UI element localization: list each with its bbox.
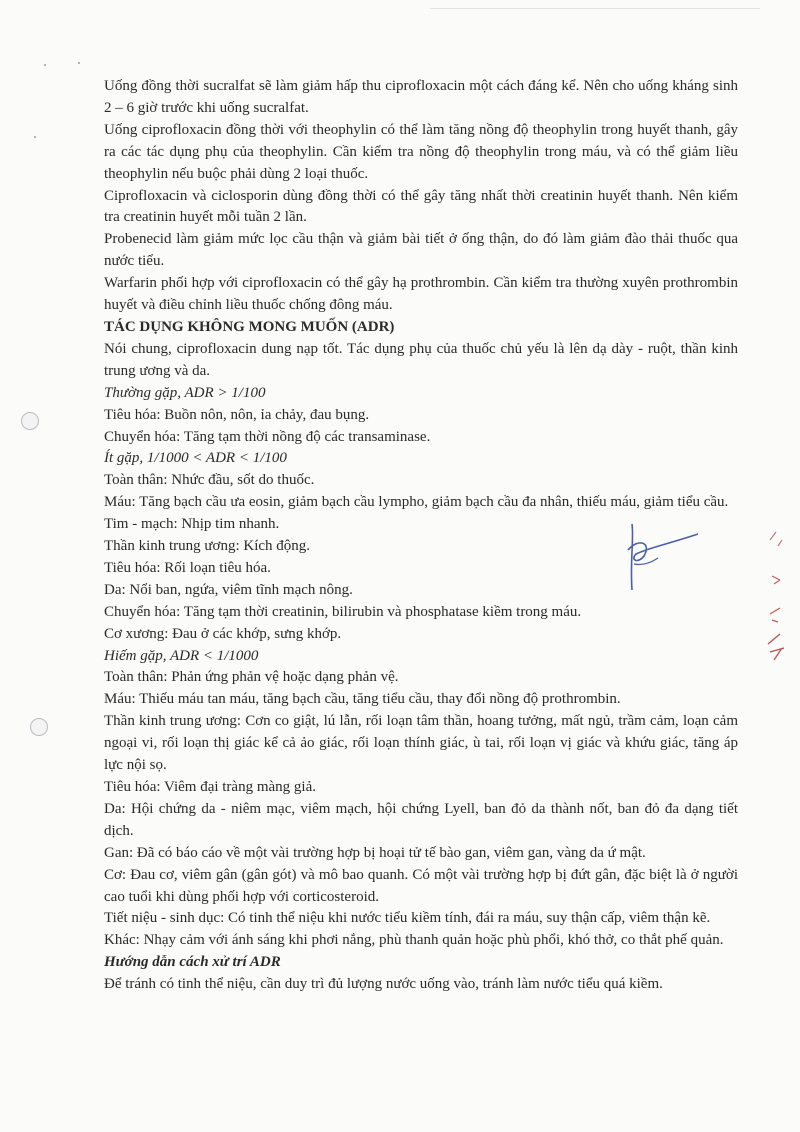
paragraph: Chuyển hóa: Tăng tạm thời nồng độ các transaminase. — [104, 428, 431, 445]
scan-speck — [44, 64, 46, 66]
subsection-heading: Ít gặp, 1/1000 < ADR < 1/100 — [104, 450, 287, 467]
paragraph: Da: Hội chứng da - niêm mạc, viêm mạch, hội chứng Lyell, ban đỏ da thành nốt, ban đỏ đa dạng tiết dịch. — [104, 800, 738, 839]
subsection-heading: Thường gặp, ADR > 1/100 — [104, 384, 266, 401]
punch-hole-upper — [21, 412, 39, 430]
paragraph: Tiêu hóa: Rối loạn tiêu hóa. — [104, 559, 271, 576]
paragraph: Toàn thân: Phản ứng phản vệ hoặc dạng phản vệ. — [104, 669, 399, 686]
scan-edge-line — [430, 8, 760, 9]
subsection-heading: Hướng dẫn cách xử trí ADR — [104, 954, 281, 971]
paragraph: Tiết niệu - sinh dục: Có tinh thể niệu khi nước tiểu kiềm tính, đái ra máu, suy thận cấp, viêm thận kẽ. — [104, 910, 711, 927]
paragraph: Toàn thân: Nhức đầu, sốt do thuốc. — [104, 472, 315, 489]
paragraph: Nói chung, ciprofloxacin dung nạp tốt. Tác dụng phụ của thuốc chủ yếu là lên dạ dày - ruột, thần kinh trung ương và da. — [104, 340, 738, 379]
paragraph: Thần kinh trung ương: Kích động. — [104, 538, 311, 555]
paragraph: Ciprofloxacin và ciclosporin dùng đồng thời có thể gây tăng nhất thời creatinin huyết thanh. Nên kiểm tra creatinin huyết mỗi tuần 2 lần. — [104, 187, 738, 226]
punch-hole-lower — [30, 718, 48, 736]
paragraph: Máu: Thiếu máu tan máu, tăng bạch cầu, tăng tiểu cầu, thay đổi nồng độ prothrombin. — [104, 691, 621, 708]
paragraph: Tiêu hóa: Viêm đại tràng màng giả. — [104, 779, 316, 795]
paragraph: Khác: Nhạy cảm với ánh sáng khi phơi nắng, phù thanh quản hoặc phù phổi, khó thở, co thắt phế quản. — [104, 932, 724, 949]
paragraph: Tiêu hóa: Buồn nôn, nôn, ỉa chảy, đau bụng. — [104, 406, 370, 423]
margin-stamp-fragment — [764, 520, 792, 670]
handwritten-signature — [618, 520, 708, 600]
paragraph: Để tránh có tinh thể niệu, cần duy trì đủ lượng nước uống vào, tránh làm nước tiểu quá kiềm. — [104, 976, 663, 993]
paragraph: Warfarin phối hợp với ciprofloxacin có thể gây hạ prothrombin. Cần kiểm tra thường xuyên prothrombin huyết và điều chỉnh liều thuốc chống đông máu. — [104, 275, 738, 314]
scan-speck — [34, 136, 36, 138]
paragraph: Uống ciprofloxacin đồng thời với theophylin có thể làm tăng nồng độ theophylin trong huyết thanh, gây ra các tác dụng phụ của theophylin. Cần kiểm tra nồng độ theophylin trong máu, và có thể giảm liều theophylin nếu buộc phải dùng 2 loại thuốc. — [104, 121, 738, 182]
paragraph: Máu: Tăng bạch cầu ưa eosin, giảm bạch cầu lympho, giảm bạch cầu đa nhân, thiếu máu, giảm tiểu cầu. — [104, 494, 729, 511]
paragraph: Cơ xương: Đau ở các khớp, sưng khớp. — [104, 625, 342, 642]
paragraph: Cơ: Đau cơ, viêm gân (gân gót) và mô bao quanh. Có một vài trường hợp bị đứt gân, đặc biệt là ở người cao tuổi khi dùng phối hợp với corticosteroid. — [104, 866, 738, 905]
scan-speck — [78, 62, 80, 64]
paragraph: Chuyển hóa: Tăng tạm thời creatinin, bilirubin và phosphatase kiềm trong máu. — [104, 603, 582, 620]
subsection-heading: Hiếm gặp, ADR < 1/1000 — [104, 647, 259, 664]
paragraph: Gan: Đã có báo cáo về một vài trường hợp bị hoại tử tế bào gan, viêm gan, vàng da ứ mật. — [104, 844, 646, 861]
paragraph: Thần kinh trung ương: Cơn co giật, lú lẫn, rối loạn tâm thần, hoang tưởng, mất ngủ, trầm cảm, loạn cảm ngoại vi, rối loạn thị giác kể cả ảo giác, rối loạn thính giác, ù tai, rối loạn vị giác và khứu giác, tăng áp lực nội sọ. — [104, 713, 738, 774]
paragraph: Uống đồng thời sucralfat sẽ làm giảm hấp thu ciprofloxacin một cách đáng kể. Nên cho uống kháng sinh 2 – 6 giờ trước khi uống sucralfat. — [104, 78, 738, 116]
section-heading: TÁC DỤNG KHÔNG MONG MUỐN (ADR) — [104, 318, 395, 335]
paragraph: Probenecid làm giảm mức lọc cầu thận và giảm bài tiết ở ống thận, do đó làm giảm đào thải thuốc qua nước tiểu. — [104, 231, 738, 270]
paragraph: Tim - mạch: Nhịp tim nhanh. — [104, 516, 280, 533]
paragraph: Da: Nổi ban, ngứa, viêm tĩnh mạch nông. — [104, 581, 353, 598]
